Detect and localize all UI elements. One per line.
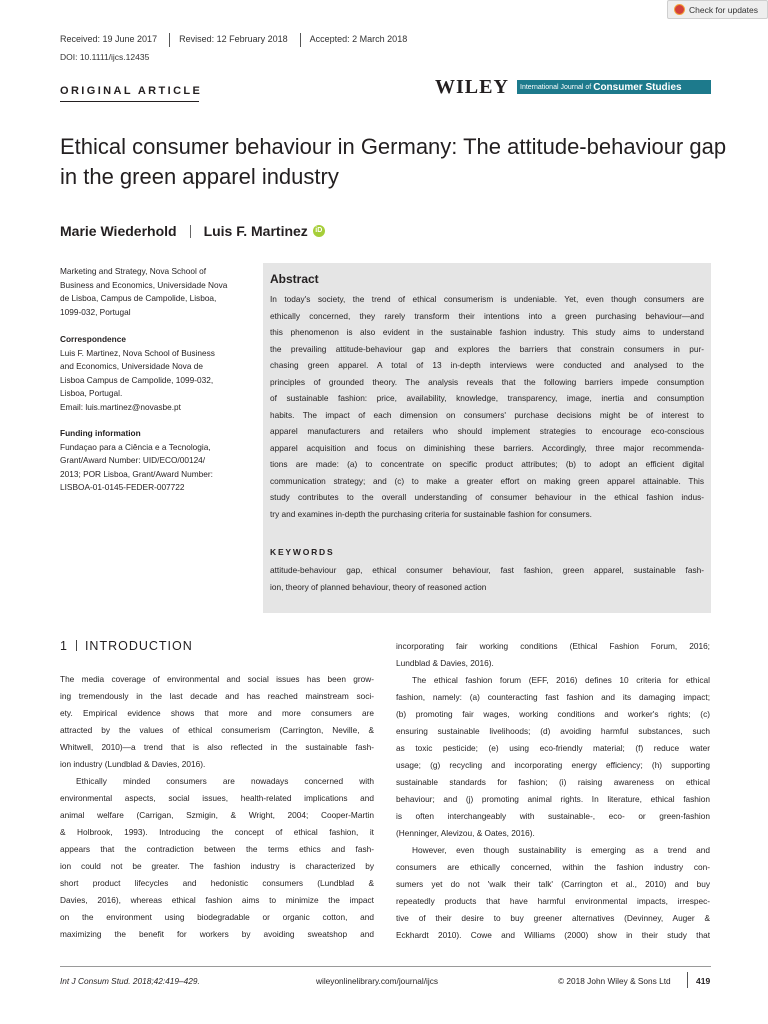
body-line: on the environment using biodegradable or organic cotton, and bbox=[60, 912, 374, 922]
body-line: sustainable standards for fashion; (i) raising awareness on ethical bbox=[396, 777, 710, 787]
affiliation-line: de Lisboa, Campus de Campolide, Lisboa, bbox=[60, 293, 217, 303]
body-line: environmental aspects, social issues, health-related implications and bbox=[60, 793, 374, 803]
body-line: animal welfare (Carrigan, Szmigin, & Wright, 2004; Cooper-Martin bbox=[60, 810, 374, 820]
abstract-line: habits. The impact of each dimension on consumers' purchase decisions might be of interest to bbox=[270, 409, 704, 420]
page-number-divider bbox=[687, 972, 688, 988]
body-line: fashion, namely: (a) counteracting fast fashion and its damaging impact; bbox=[396, 692, 710, 702]
author-list bbox=[60, 223, 325, 239]
body-line: (b) promoting fair wages, working conditions and worker's rights; (c) bbox=[396, 709, 710, 719]
body-line: The media coverage of environmental and social issues has been grow- bbox=[60, 674, 374, 684]
body-line: However, even though sustainability is emerging as a trend and bbox=[412, 845, 710, 855]
body-line: Eckhardt 2010). Cowe and Williams (2000) show in their study that bbox=[396, 930, 710, 940]
body-line: attracted by the values of ethical consumerism (Carrington, Neville, & bbox=[60, 725, 374, 735]
article-title: Ethical consumer behaviour in Germany: The attitude-behaviour gap in the green apparel industry bbox=[60, 134, 727, 189]
body-line: consumers are ethically concerned, within the fashion industry con- bbox=[396, 862, 710, 872]
funding-information bbox=[60, 427, 250, 495]
affiliation bbox=[60, 265, 250, 319]
abstract-line: apparel acquisition and focus on diminishing these barriers. Accordingly, three major recommenda- bbox=[270, 442, 704, 453]
footer-copyright: © 2018 John Wiley & Sons Ltd bbox=[558, 976, 671, 986]
article-history bbox=[60, 33, 407, 47]
body-line: The ethical fashion forum (EFF, 2016) defines 10 criteria for ethical bbox=[412, 675, 710, 685]
correspondence-line: Luis F. Martinez, Nova School of Business bbox=[60, 347, 215, 358]
body-line: ion industry (Lundblad & Davies, 2016). bbox=[60, 759, 206, 769]
abstract-text bbox=[270, 291, 704, 522]
divider bbox=[300, 33, 301, 47]
body-line: ensuring sustainable livelihoods; (d) avoiding harmful substances, such bbox=[396, 726, 710, 736]
section-heading bbox=[60, 639, 193, 653]
section-label: ORIGINAL ARTICLE bbox=[60, 85, 203, 97]
affiliation-line: 1099-032, Portugal bbox=[60, 306, 131, 317]
body-line: usage; (g) recycling and incorporating energy efficiency; (h) supporting bbox=[396, 760, 710, 770]
abstract-line: this phenomenon is also evident in the sustainable fashion industry. This study aims to understand bbox=[270, 327, 704, 337]
body-line: & Holbrook, 1993). Introducing the concept of ethical fashion, it bbox=[60, 827, 374, 837]
body-line: sumers yet do not 'walk their talk' (Carrington et al., 2010) and buy bbox=[396, 879, 710, 889]
footer-journal-link[interactable]: wileyonlinelibrary.com/journal/ijcs bbox=[316, 976, 439, 986]
body-column-left bbox=[60, 671, 374, 943]
keywords-line: attitude-behaviour gap, ethical consumer behaviour, fast fashion, green apparel, sustainable fash- bbox=[270, 565, 704, 575]
section-label-underline bbox=[60, 101, 199, 102]
journal-name: Consumer Studies bbox=[593, 81, 682, 93]
section-number: 1 bbox=[60, 639, 68, 653]
correspondence-line: Lisboa, Portugal. bbox=[60, 388, 123, 398]
abstract-line: ethically concerned, they rarely transform their intentions into a green purchasing behaviour—and bbox=[270, 310, 704, 321]
keywords-text bbox=[270, 562, 704, 595]
abstract-line: tions are made: (a) to concentrate on specific product attributes; (b) to adopt an efficient digital bbox=[270, 459, 704, 469]
body-line: incorporating fair working conditions (Ethical Fashion Forum, 2016; bbox=[396, 641, 710, 651]
check-for-updates-button[interactable] bbox=[667, 0, 768, 19]
funding-line: Fundaçao para a Ciência e a Tecnologia, bbox=[60, 441, 211, 452]
publisher-logo: WILEY bbox=[435, 76, 509, 98]
body-line: (Henninger, Alevizou, & Oates, 2016). bbox=[396, 828, 535, 838]
funding-line: Grant/Award Number: UID/ECO/00124/ bbox=[60, 455, 206, 465]
body-line: behaviour; and (j) promoting animal rights. In literature, ethical fashion bbox=[396, 794, 710, 804]
body-line: Whitwell, 2010)—a trend that is also reflected in the sustainable fash- bbox=[60, 742, 374, 752]
affiliation-line: Business and Economics, Universidade Nova bbox=[60, 279, 228, 290]
correspondence bbox=[60, 333, 250, 414]
body-line: Ethically minded consumers are nowadays concerned with bbox=[76, 776, 374, 786]
page-number: 419 bbox=[696, 976, 711, 986]
body-line: ety. Empirical evidence shows that more and more consumers are bbox=[60, 708, 374, 718]
crossmark-icon bbox=[674, 4, 685, 15]
abstract-line: In today's society, the trend of ethical consumerism is undeniable. Yet, even though consumers are bbox=[270, 294, 704, 304]
body-line: is often interchangeably with sustainable-, eco- or green-fashion bbox=[396, 811, 710, 821]
abstract-line: principles of grounded theory. The analysis reveals that the following barriers impede consumption bbox=[270, 376, 704, 387]
body-line: ion could not be greater. The fashion industry is characterized by bbox=[60, 861, 374, 871]
abstract-line: apparel manufacturers and retailers who should implement strategies to encourage eco-conscious bbox=[270, 426, 704, 436]
abstract-line: communication strategy; and (c) to make a greater effort on making green apparel attainable. This bbox=[270, 475, 704, 486]
abstract-line: try and examines in-depth the purchasing criteria for sustainable fashion for consumers. bbox=[270, 508, 592, 519]
abstract-line: study contributes to the overall understanding of consumer behaviour in the ethical fashion indus- bbox=[270, 492, 704, 502]
footer-rule bbox=[60, 966, 711, 967]
body-line: ing tremendously in the last decade and has reached mainstream soci- bbox=[60, 691, 374, 701]
abstract-line: chasing green apparel. A total of 13 in-depth interviews were conducted and analysed to the bbox=[270, 360, 704, 370]
revised-date: Revised: 12 February 2018 bbox=[179, 34, 288, 45]
abstract-line: of sustainable fashion: price, availability, knowledge, transparency, image, inertia and consumption bbox=[270, 393, 704, 403]
correspondence-heading: Correspondence bbox=[60, 334, 126, 344]
keywords-heading: KEYWORDS bbox=[270, 547, 335, 557]
abstract-heading: Abstract bbox=[270, 272, 319, 286]
journal-banner bbox=[517, 80, 711, 94]
keywords-line: ion, theory of planned behaviour, theory of reasoned action bbox=[270, 581, 487, 592]
divider bbox=[169, 33, 170, 47]
body-line: appears that the contradiction between the terms ethics and fash- bbox=[60, 844, 374, 854]
doi: DOI: 10.1111/ijcs.12435 bbox=[60, 52, 150, 62]
footer-citation: Int J Consum Stud. 2018;42:419–429. bbox=[60, 976, 200, 986]
funding-line: 2013; POR Lisboa, Grant/Award Number: bbox=[60, 468, 213, 479]
correspondence-line: and Economics, Universidade Nova de bbox=[60, 361, 203, 371]
correspondence-line: Lisboa Campus de Campolide, 1099-032, bbox=[60, 374, 214, 385]
body-column-right bbox=[396, 638, 710, 944]
journal-prefix: International Journal of bbox=[520, 83, 592, 91]
orcid-icon[interactable]: iD bbox=[313, 225, 325, 237]
body-line: Davies, 2016), whereas ethical fashion aims to minimize the impact bbox=[60, 895, 374, 905]
accepted-date: Accepted: 2 March 2018 bbox=[309, 34, 408, 45]
author-name: Luis F. Martinez bbox=[203, 223, 308, 239]
check-for-updates-label: Check for updates bbox=[689, 4, 758, 15]
correspondence-email[interactable]: Email: luis.martinez@novasbe.pt bbox=[60, 401, 181, 412]
author-name: Marie Wiederhold bbox=[60, 223, 177, 239]
affiliation-line: Marketing and Strategy, Nova School of bbox=[60, 266, 207, 276]
author-divider bbox=[190, 225, 191, 238]
abstract-line: the prevailing attitude-behaviour gap and explores the barriers that constrain consumers in pur- bbox=[270, 343, 704, 354]
body-line: maximizing the benefit for workers by avoiding sweatshop and bbox=[60, 929, 374, 939]
body-line: short product lifecycles and hedonistic consumers (Lundblad & bbox=[60, 878, 374, 888]
body-line: repeatedly products that have harmful environmental impacts, irrespec- bbox=[396, 896, 710, 906]
body-line: as toxic pesticide; (e) using eco-friendly material; (f) reduce water bbox=[396, 743, 710, 753]
funding-line: LISBOA-01-0145-FEDER-007722 bbox=[60, 482, 185, 492]
funding-heading: Funding information bbox=[60, 428, 141, 438]
section-title: INTRODUCTION bbox=[84, 639, 193, 653]
received-date: Received: 19 June 2017 bbox=[60, 34, 158, 45]
body-line: Lundblad & Davies, 2016). bbox=[396, 658, 494, 668]
section-divider bbox=[76, 640, 77, 651]
body-line: tive of their desire to buy greener alternatives (Devinney, Auger & bbox=[396, 913, 710, 923]
